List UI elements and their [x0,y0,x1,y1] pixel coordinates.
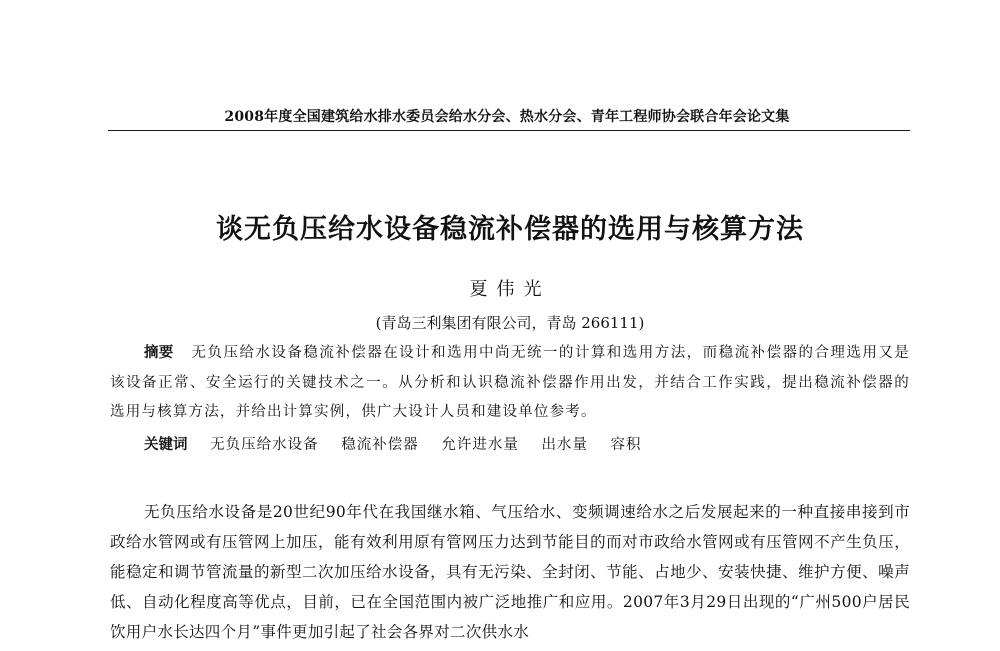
paper-author: 夏伟光 [469,279,551,300]
keyword: 无负压给水设备 [210,437,319,453]
paper-title: 谈无负压给水设备稳流补偿器的选用与核算方法 [216,214,804,245]
proceedings-header: 2008年度全国建筑给水排水委员会给水分会、热水分会、青年工程师协会联合年会论文集 [224,109,790,125]
abstract-label: 摘要 [144,345,174,361]
keyword: 出水量 [541,437,588,453]
keyword: 允许进水量 [441,437,519,453]
keyword: 容积 [610,437,642,453]
abstract [110,339,910,428]
keyword: 稳流补偿器 [341,437,419,453]
body-paragraph: 无负压给水设备是20世纪90年代在我国继水箱、气压给水、变频调速给水之后发展起来的一种直接串接到市政给水管网或有压管网上加压，能有效利用原有管网压力达到节能目的而对市政给水管网或有压管网不产生负压，能稳定和调节管流量的新型二次加压给水设备，具有无污染、全封闭、节能、占地少、安装快捷、维护方便、噪声低、自动化程度高等优点，目前，已在全国范围内被广泛地推广和应用。2007年3月29日出现的“广州500户居民饮用户水长达四个月”事件更加引起了社会各界对二次供水水 [110,503,910,641]
keywords [144,431,904,460]
keywords-label: 关键词 [144,437,188,453]
header-divider [108,130,910,131]
abstract-text: 无负压给水设备稳流补偿器在设计和选用中尚无统一的计算和选用方法，而稳流补偿器的合理选用又是该设备正常、安全运行的关键技术之一。从分析和认识稳流补偿器作用出发，并结合工作实践，提出稳流补偿器的选用与核算方法，并给出计算实例，供广大设计人员和建设单位参考。 [110,345,910,420]
author-affiliation: (青岛三利集团有限公司，青岛 266111) [375,314,645,332]
